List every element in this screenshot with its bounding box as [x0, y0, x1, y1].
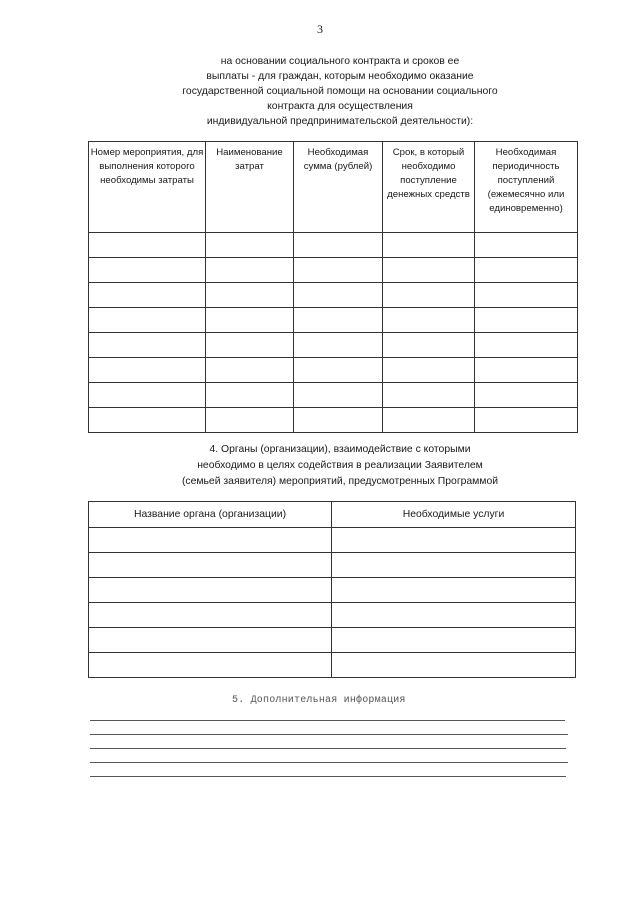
table-cell: [89, 603, 332, 628]
table-row: [89, 358, 578, 383]
table-row: [89, 653, 576, 678]
table-cell: [475, 333, 578, 358]
table-cell: [294, 358, 383, 383]
table-cell: [475, 308, 578, 333]
table-cell: [294, 383, 383, 408]
table-cell: [89, 333, 206, 358]
fill-line: [90, 762, 568, 763]
table-cell: [206, 258, 294, 283]
table-cell: [206, 233, 294, 258]
expenses-table: [88, 141, 578, 433]
table-cell: [294, 333, 383, 358]
table-cell: [89, 258, 206, 283]
section-4-line: 4. Органы (организации), взаимодействие с которыми: [209, 444, 471, 455]
intro-line: выплаты - для граждан, которым необходимо оказание: [206, 71, 474, 82]
table-cell: [206, 408, 294, 433]
table-row: [89, 233, 578, 258]
table-cell: [89, 383, 206, 408]
organizations-table: [88, 501, 576, 678]
organizations-table-body: [89, 528, 576, 678]
table-cell: [206, 283, 294, 308]
table-row: [89, 258, 578, 283]
table-row: [89, 308, 578, 333]
page-number: 3: [317, 22, 323, 36]
table-cell: [383, 258, 475, 283]
table-cell: [294, 283, 383, 308]
intro-text: [140, 54, 540, 129]
table-cell: [475, 408, 578, 433]
table-cell: [89, 283, 206, 308]
table-row: [89, 383, 578, 408]
table-cell: [383, 233, 475, 258]
table-cell: [206, 358, 294, 383]
table-row: [89, 333, 578, 358]
fill-line: [90, 748, 566, 749]
table-cell: [332, 628, 576, 653]
section-4-line: (семьей заявителя) мероприятий, предусмотренных Программой: [181, 476, 499, 487]
table-cell: [89, 553, 332, 578]
fill-line: [90, 776, 566, 777]
table-row: [89, 408, 578, 433]
table-cell: [383, 358, 475, 383]
table-cell: [475, 358, 578, 383]
table-cell: [206, 333, 294, 358]
section-4-heading: [140, 442, 540, 490]
column-header: Необходимые услуги: [332, 502, 576, 528]
table-cell: [206, 383, 294, 408]
table-cell: [332, 528, 576, 553]
table-cell: [475, 283, 578, 308]
column-header: Номер мероприятия, для выполнения которого необходимы затраты: [89, 142, 206, 233]
table-cell: [332, 553, 576, 578]
table-header-row: [89, 502, 576, 528]
table-cell: [89, 528, 332, 553]
fill-line: [90, 720, 565, 721]
table-header-row: [89, 142, 578, 233]
table-cell: [383, 283, 475, 308]
table-row: [89, 283, 578, 308]
table-cell: [475, 383, 578, 408]
table-cell: [89, 408, 206, 433]
table-cell: [206, 308, 294, 333]
table-cell: [89, 653, 332, 678]
section-4-line: необходимо в целях содействия в реализации Заявителем: [197, 460, 483, 471]
table-cell: [89, 358, 206, 383]
column-header: Название органа (организации): [89, 502, 332, 528]
table-cell: [89, 628, 332, 653]
intro-line: индивидуальной предпринимательской деятельности):: [206, 116, 474, 127]
table-cell: [332, 653, 576, 678]
column-header: Срок, в который необходимо поступление денежных средств: [383, 142, 475, 233]
section-5-heading: 5. Дополнительная информация: [232, 695, 406, 706]
table-row: [89, 528, 576, 553]
intro-line: контракта для осуществления: [267, 101, 413, 112]
table-cell: [475, 233, 578, 258]
table-cell: [294, 408, 383, 433]
table-cell: [89, 578, 332, 603]
table-row: [89, 603, 576, 628]
table-cell: [475, 258, 578, 283]
table-cell: [383, 383, 475, 408]
intro-line: на основании социального контракта и сроков ее: [220, 56, 460, 67]
table-cell: [294, 258, 383, 283]
column-header: Необходимая сумма (рублей): [294, 142, 383, 233]
expenses-table-body: [89, 233, 578, 433]
column-header: Наименование затрат: [206, 142, 294, 233]
table-cell: [383, 308, 475, 333]
table-row: [89, 553, 576, 578]
table-cell: [294, 308, 383, 333]
table-row: [89, 628, 576, 653]
table-cell: [294, 233, 383, 258]
table-cell: [89, 233, 206, 258]
table-row: [89, 578, 576, 603]
column-header: Необходимая периодичность поступлений (ежемесячно или единовременно): [475, 142, 578, 233]
table-cell: [383, 333, 475, 358]
fill-line: [90, 734, 568, 735]
table-cell: [332, 603, 576, 628]
table-cell: [332, 578, 576, 603]
table-cell: [383, 408, 475, 433]
table-cell: [89, 308, 206, 333]
intro-line: государственной социальной помощи на основании социального: [182, 86, 498, 97]
